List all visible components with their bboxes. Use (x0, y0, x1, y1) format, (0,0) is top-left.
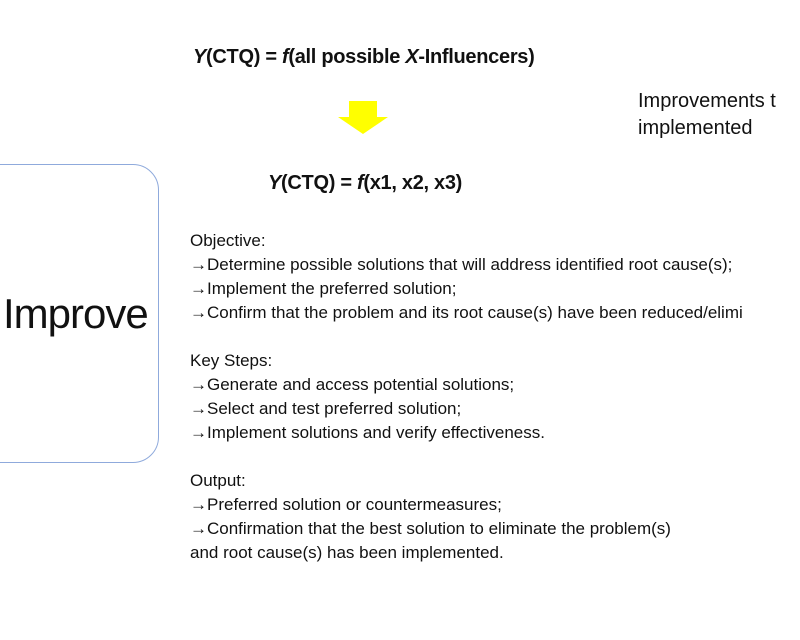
output-item-1: →Preferred solution or countermeasures; (190, 495, 502, 514)
blank-line (190, 445, 743, 469)
key-steps-item-2: →Select and test preferred solution; (190, 399, 462, 418)
objective-item-1: →Determine possible solutions that will address identified root cause(s); (190, 255, 733, 274)
formula-mid-y: Y (268, 172, 282, 194)
objective-item-2: →Implement the preferred solution; (190, 279, 457, 298)
improvements-note (638, 88, 776, 142)
key-steps-item-3: →Implement solutions and verify effectiveness. (190, 423, 545, 442)
formula-mid-ctq: (CTQ) = (281, 172, 357, 194)
formula-top-f: f (281, 46, 289, 68)
formula-top-allpossible: (all possible (288, 46, 406, 68)
improvements-note-line2: implemented (638, 117, 753, 139)
output-heading: Output: (190, 471, 246, 490)
improve-phase-label: Improve (3, 289, 148, 337)
improve-phase-box (0, 164, 159, 463)
blank-line (190, 325, 743, 349)
formula-top-influencers: -Influencers) (418, 46, 535, 68)
formula-top-ctq: (CTQ) = (206, 46, 282, 68)
formula-mid-f: f (356, 172, 364, 194)
key-steps-item-1: →Generate and access potential solutions; (190, 375, 515, 394)
formula-top-x: X (405, 46, 419, 68)
phase-description (190, 229, 743, 565)
down-arrow-shape (338, 101, 388, 134)
output-item-2: →Confirmation that the best solution to eliminate the problem(s) (190, 519, 671, 538)
formula-all-influencers (193, 46, 534, 69)
improvements-note-line1: Improvements t (638, 90, 776, 112)
output-item-2-cont: and root cause(s) has been implemented. (190, 543, 504, 562)
objective-item-3: →Confirm that the problem and its root cause(s) have been reduced/elimi (190, 303, 743, 322)
key-steps-heading: Key Steps: (190, 351, 273, 370)
formula-top-y: Y (193, 46, 207, 68)
formula-mid-x123: (x1, x2, x3) (363, 172, 463, 194)
formula-selected-x (268, 172, 462, 195)
down-arrow-icon (338, 101, 388, 134)
objective-heading: Objective: (190, 231, 266, 250)
